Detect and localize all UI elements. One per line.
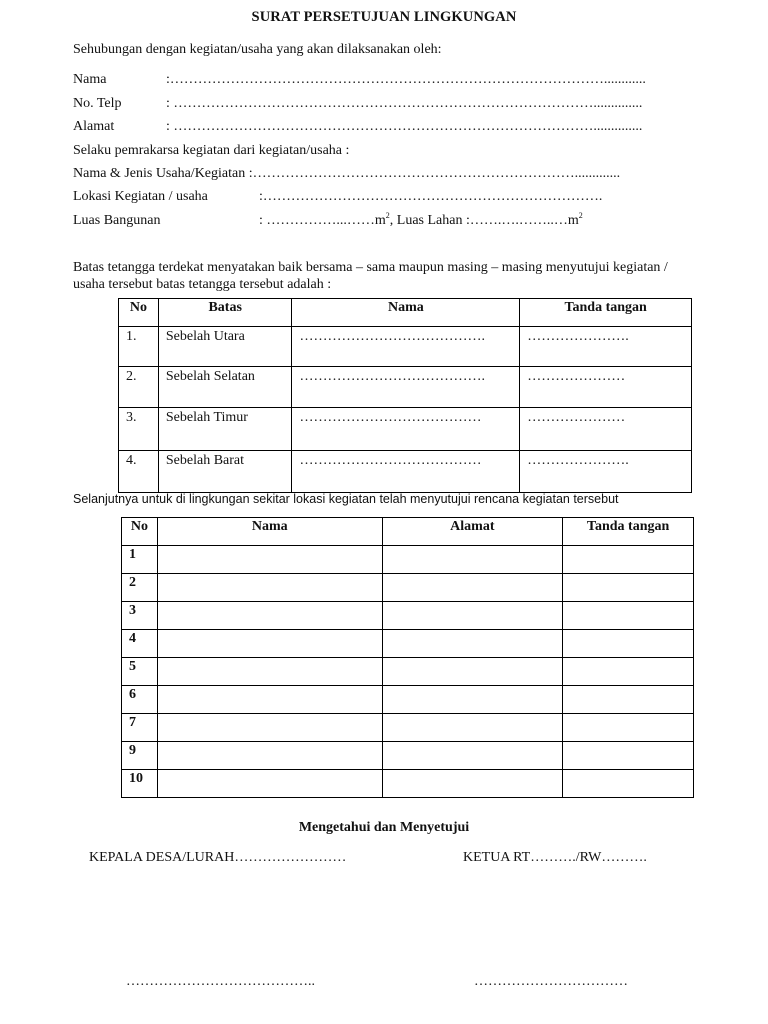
alamat-field [73,119,642,135]
row-signature-cell [563,546,694,574]
header-nama: Nama [292,299,520,327]
row-signature-cell [563,630,694,658]
row-signature-cell [563,714,694,742]
row-signature: …………………. [520,451,692,493]
row-alamat-cell [382,630,563,658]
header-tanda-tangan: Tanda tangan [563,518,694,546]
row-number: 9 [122,742,158,770]
luas-lahan-unit-sup: 2 [578,211,583,220]
table-row [122,602,694,630]
approval-heading: Mengetahui dan Menyetujui [298,820,470,835]
lokasi-label: Lokasi Kegiatan / usaha [73,189,208,204]
kepala-desa-signature-line: ………………………………….. [126,974,315,989]
row-signature-cell [563,686,694,714]
telp-field [73,96,642,112]
alamat-label: Alamat [73,119,115,134]
luas-field [73,213,583,229]
table-row [122,546,694,574]
table-row [122,574,694,602]
row-signature: ………………… [520,408,692,451]
row-number: 3 [122,602,158,630]
row-number: 1 [122,546,158,574]
row-nama: ………………………………… [292,451,520,493]
row-signature-cell [563,602,694,630]
row-signature-cell [563,658,694,686]
row-batas: Sebelah Timur [158,408,292,451]
row-number: 10 [122,770,158,798]
neighbors-note: Batas tetangga terdekat menyatakan baik bersama – sama maupun masing – masing menyutujui kegiatan / usaha tersebut batas tetangga tersebut adalah : [73,260,668,292]
environment-note: Selanjutnya untuk di lingkungan sekitar lokasi kegiatan telah menyutujui rencana kegiatan tersebut [73,492,619,506]
luas-bangunan-value: : ……………...……m [259,213,386,228]
row-signature: …………………. [520,327,692,367]
row-nama-cell [157,546,382,574]
table-row [122,742,694,770]
header-alamat: Alamat [382,518,563,546]
row-number: 1. [119,327,159,367]
pemrakarsa-text: Selaku pemrakarsa kegiatan dari kegiatan/usaha : [73,143,350,158]
table-row [122,658,694,686]
row-signature-cell [563,770,694,798]
nama-value: :…………………………………………………………………………………............ [166,72,646,87]
row-alamat-cell [382,658,563,686]
row-batas: Sebelah Selatan [158,367,292,408]
row-nama: …………………………………. [292,327,520,367]
jenis-label: Nama & Jenis Usaha/Kegiatan [73,166,246,181]
row-number: 6 [122,686,158,714]
residents-table [121,517,694,798]
lokasi-value: :………………………………………………………………. [259,189,603,204]
row-number: 7 [122,714,158,742]
row-number: 4. [119,451,159,493]
table-row [122,714,694,742]
nama-field [73,72,646,88]
row-batas: Sebelah Barat [158,451,292,493]
row-batas: Sebelah Utara [158,327,292,367]
jenis-field [73,166,620,182]
row-nama-cell [157,686,382,714]
row-nama-cell [157,714,382,742]
table-row [122,686,694,714]
luas-label: Luas Bangunan [73,213,161,228]
row-number: 2. [119,367,159,408]
table-row [122,630,694,658]
jenis-value: :……………………………………………………………............. [248,166,621,181]
nama-label: Nama [73,72,107,87]
table-row [119,367,692,408]
table-row [122,770,694,798]
neighbors-table-header [119,299,692,327]
luas-lahan-value: , Luas Lahan :…….….……..…m [389,213,579,228]
row-nama: ………………………………… [292,408,520,451]
document-title: SURAT PERSETUJUAN LINGKUNGAN [251,9,517,25]
table-row [119,451,692,493]
row-nama-cell [157,742,382,770]
row-number: 4 [122,630,158,658]
telp-value: : ……………………………………………………………………………….............. [166,96,643,111]
luas-bangunan-unit-sup: 2 [385,211,390,220]
row-signature: ………………… [520,367,692,408]
telp-label: No. Telp [73,96,122,111]
row-alamat-cell [382,574,563,602]
ketua-rt-signature-line: …………………………… [474,974,628,989]
row-number: 5 [122,658,158,686]
header-nama: Nama [157,518,382,546]
table-row [119,408,692,451]
kepala-desa-title: KEPALA DESA/LURAH…………………… [89,850,347,865]
row-signature-cell [563,742,694,770]
row-alamat-cell [382,770,563,798]
row-nama-cell [157,630,382,658]
header-no: No [122,518,158,546]
row-nama: …………………………………. [292,367,520,408]
row-alamat-cell [382,742,563,770]
header-tanda-tangan: Tanda tangan [520,299,692,327]
row-nama-cell [157,770,382,798]
row-alamat-cell [382,686,563,714]
row-alamat-cell [382,546,563,574]
header-no: No [119,299,159,327]
row-nama-cell [157,658,382,686]
lokasi-field [73,189,602,205]
header-batas: Batas [158,299,292,327]
row-alamat-cell [382,602,563,630]
row-number: 2 [122,574,158,602]
alamat-value: : ……………………………………………………………………………….............. [166,119,643,134]
row-number: 3. [119,408,159,451]
row-nama-cell [157,574,382,602]
row-alamat-cell [382,714,563,742]
row-nama-cell [157,602,382,630]
row-signature-cell [563,574,694,602]
intro-text: Sehubungan dengan kegiatan/usaha yang akan dilaksanakan oleh: [73,42,442,57]
ketua-rt-title: KETUA RT………./RW………. [463,850,647,865]
residents-table-header [122,518,694,546]
table-row [119,327,692,367]
neighbors-table [118,298,692,493]
